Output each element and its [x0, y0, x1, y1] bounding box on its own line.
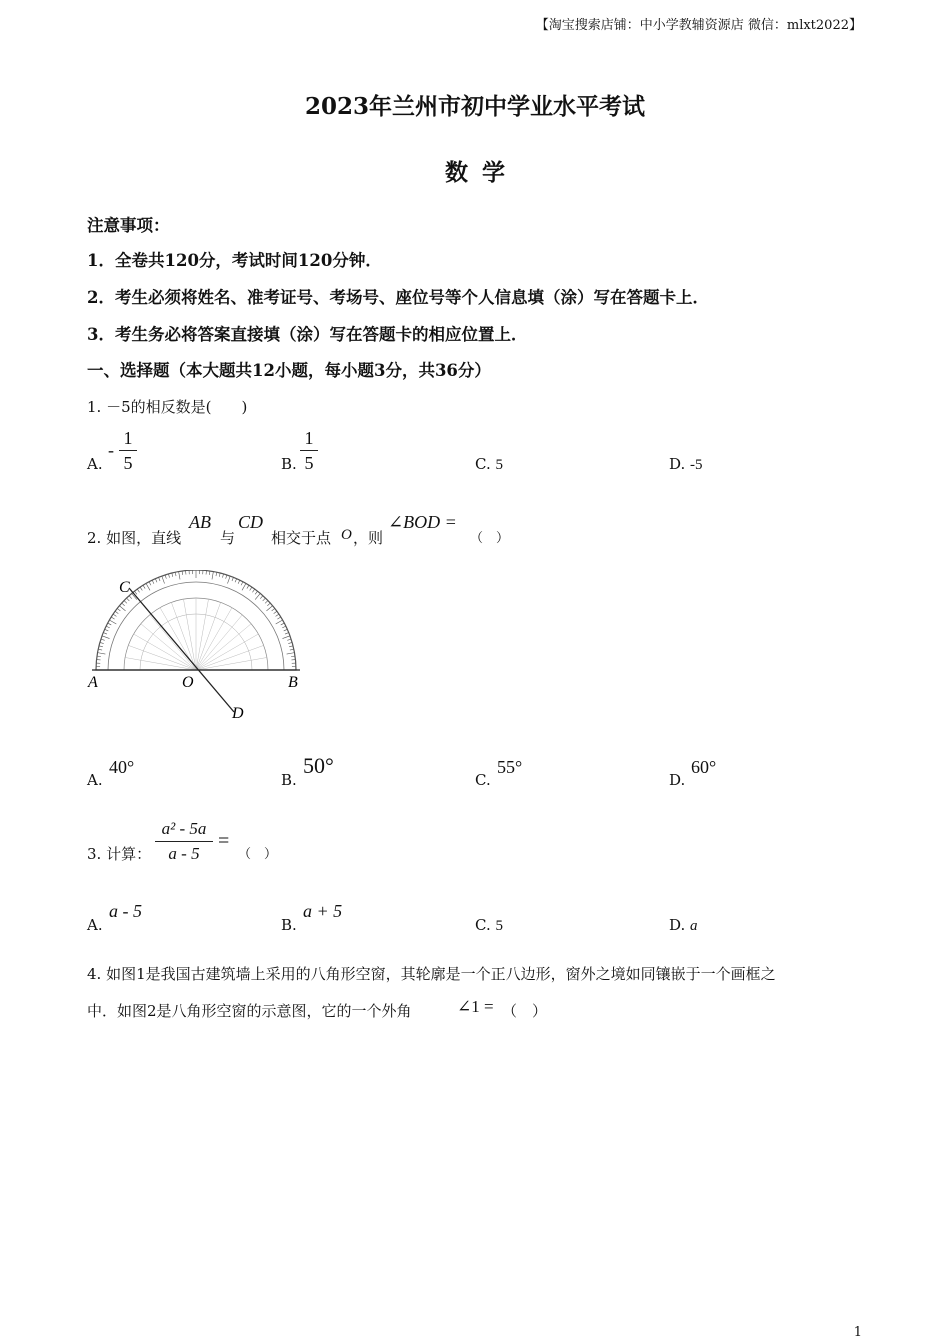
protractor-tick: [216, 572, 217, 576]
q2-ab: AB: [189, 512, 211, 532]
q2-option-c-value: 55°: [497, 757, 523, 777]
protractor-tick: [155, 579, 157, 583]
notice-item-3: 3．考生务必将答案直接填（涂）写在答题卡的相应位置上．: [87, 325, 528, 344]
protractor-tick: [247, 585, 249, 588]
page-title: 2023年兰州市初中学业水平考试: [304, 93, 645, 120]
protractor-tick: [108, 623, 112, 625]
q3-fraction: [155, 818, 213, 865]
protractor-tick: [252, 589, 254, 592]
label-c: C: [119, 579, 130, 596]
q1-option-a-fraction: [119, 427, 137, 474]
protractor-tick: [99, 646, 103, 647]
q1-option-a-den: 5: [123, 453, 133, 473]
q2-blank: （ ）: [470, 531, 510, 546]
label-o: O: [182, 674, 194, 691]
protractor-tick: [226, 575, 227, 579]
header-note: 【淘宝搜索店铺：中小学教辅资源店 微信：mlxt2022】: [535, 18, 862, 33]
protractor-tick: [162, 576, 165, 584]
protractor-tick: [290, 649, 294, 650]
q3-prefix: 3. 计算：: [87, 845, 152, 863]
protractor-tick: [287, 653, 295, 654]
q2-option-b-value: 50°: [303, 753, 334, 778]
q4-angle: ∠1 =: [457, 997, 494, 1016]
protractor-tick: [122, 603, 125, 606]
q3-numerator: a² - 5a: [161, 819, 207, 838]
q2-with: 与: [220, 529, 236, 547]
protractor-tick: [212, 572, 213, 580]
protractor-tick: [119, 606, 125, 611]
q3-option-d: [669, 916, 698, 935]
q2-angle: ∠BOD =: [388, 512, 457, 532]
q2-then: ，则: [353, 529, 384, 547]
protractor-tick: [102, 636, 110, 639]
protractor-tick: [100, 642, 104, 643]
protractor-tick: [241, 582, 243, 586]
protractor-tick: [209, 571, 210, 575]
protractor-tick: [165, 575, 166, 579]
q3-option-d-letter: D.: [669, 916, 686, 934]
protractor-tick: [101, 639, 105, 640]
protractor-tick: [111, 617, 114, 619]
protractor-tick: [113, 614, 116, 616]
protractor-tick: [287, 639, 291, 640]
q1-option-a-sign: -: [108, 440, 114, 460]
protractor-tick: [143, 585, 145, 588]
q3-option-b-letter: B.: [281, 916, 297, 934]
protractor-tick: [222, 574, 223, 578]
protractor-tick: [285, 633, 289, 634]
q2-option-b-letter: B.: [281, 771, 297, 789]
q1-option-b-letter: B.: [281, 455, 297, 473]
protractor-tick: [282, 636, 290, 639]
protractor-tick: [159, 577, 160, 581]
protractor-tick: [127, 598, 130, 601]
protractor-tick: [250, 587, 252, 590]
notice-item-2: 2．考生必须将姓名、准考证号、考场号、座位号等个人信息填（涂）写在答题卡上．: [87, 288, 709, 307]
q1-option-d: [669, 455, 703, 474]
label-d: D: [232, 705, 244, 722]
q3-option-c: [475, 916, 503, 935]
protractor-tick: [152, 580, 154, 584]
q3-option-c-value: 5: [495, 918, 503, 934]
protractor-tick: [267, 603, 270, 606]
protractor-tick: [172, 573, 173, 577]
protractor-tick: [124, 601, 127, 604]
protractor-tick: [98, 649, 102, 650]
q3-option-a-letter: A.: [87, 916, 103, 934]
q3-equals: =: [218, 830, 230, 852]
protractor-tick: [238, 580, 240, 584]
protractor-tick: [291, 656, 295, 657]
q1-option-b-fraction: [300, 427, 318, 474]
q1-option-a-num: 1: [123, 428, 133, 448]
label-a: A: [88, 674, 98, 691]
fraction-bar: [155, 841, 213, 842]
subject-title: 数学: [445, 159, 519, 186]
protractor-tick: [182, 571, 183, 575]
protractor-tick: [288, 642, 292, 643]
protractor-tick: [179, 572, 180, 580]
protractor-figure: [84, 570, 314, 730]
protractor-tick: [272, 608, 275, 610]
q1-option-c-value: 5: [495, 457, 503, 473]
protractor-tick: [98, 653, 106, 654]
fraction-bar: [119, 450, 137, 451]
protractor-tick: [103, 633, 107, 634]
protractor-tick: [265, 601, 268, 604]
protractor-tick: [282, 626, 286, 628]
q3-option-b-value: a + 5: [303, 901, 343, 921]
protractor-tick: [227, 576, 230, 584]
protractor-tick: [109, 620, 116, 624]
q1-option-d-value: -5: [690, 457, 703, 473]
protractor-tick: [140, 587, 142, 590]
line-cd: [129, 588, 234, 712]
q3-option-c-letter: C.: [475, 916, 491, 934]
protractor-tick: [274, 611, 277, 613]
protractor-tick: [105, 629, 109, 631]
protractor-tick: [106, 626, 110, 628]
label-b: B: [288, 674, 298, 691]
q1-option-b-den: 5: [304, 453, 314, 473]
q3-denominator: a - 5: [168, 844, 200, 863]
protractor-tick: [235, 579, 237, 583]
protractor-tick: [266, 606, 272, 611]
q2-o: O: [341, 527, 352, 543]
q2-meet: 相交于点: [271, 529, 332, 547]
q2-option-d-value: 60°: [691, 757, 717, 777]
protractor-tick: [263, 598, 266, 601]
protractor-tick: [289, 646, 293, 647]
protractor-tick: [219, 573, 220, 577]
page-number: 1: [853, 1325, 862, 1340]
protractor-tick: [276, 620, 283, 624]
q2-cd: CD: [238, 512, 264, 532]
protractor-tick: [277, 617, 280, 619]
q3-option-d-value: a: [690, 918, 698, 934]
q2-option-a-value: 40°: [109, 757, 135, 777]
protractor-tick: [260, 596, 263, 599]
fraction-bar: [300, 450, 318, 451]
section-heading: 一、选择题（本大题共12小题，每小题3分，共36分）: [87, 361, 491, 380]
q1-option-d-letter: D.: [669, 455, 686, 473]
q2-prefix: 2. 如图，直线: [87, 529, 182, 547]
protractor-tick: [284, 629, 288, 631]
q2-option-c-letter: C.: [475, 771, 491, 789]
q4-line-2: 中．如图2是八角形空窗的示意图，它的一个外角: [87, 1002, 412, 1020]
protractor-tick: [146, 583, 150, 590]
protractor-tick: [129, 596, 132, 599]
q1-stem: 1. －5的相反数是( ): [87, 398, 248, 416]
q1-option-c-letter: C.: [475, 455, 491, 473]
protractor-tick: [117, 608, 120, 610]
protractor-tick: [168, 574, 169, 578]
q1-option-c: [475, 455, 503, 474]
q1-option-b-num: 1: [304, 428, 314, 448]
protractor-tick: [137, 589, 139, 592]
q4-line-1: 4. 如图1是我国古建筑墙上采用的八角形空窗，其轮廓是一个正八边形，窗外之境如同镶嵌于一个画框之: [87, 965, 776, 983]
protractor-tick: [255, 591, 257, 594]
protractor-tick: [242, 583, 246, 590]
protractor-tick: [232, 577, 233, 581]
protractor-tick: [281, 623, 285, 625]
protractor-tick: [149, 582, 151, 586]
protractor-tick: [97, 656, 101, 657]
q3-blank: （ ）: [238, 847, 278, 862]
q2-option-d-letter: D.: [669, 771, 686, 789]
protractor-tick: [115, 611, 118, 613]
notice-heading: 注意事项：: [87, 216, 170, 235]
protractor-tick: [255, 593, 260, 599]
q1-option-a-letter: A.: [87, 455, 103, 473]
notice-item-1: 1．全卷共120分，考试时间120分钟．: [87, 251, 382, 270]
q2-option-a-letter: A.: [87, 771, 103, 789]
protractor-tick: [175, 572, 176, 576]
q4-blank: （ ）: [502, 1002, 548, 1020]
protractor-tick: [276, 614, 279, 616]
q3-option-a-value: a - 5: [109, 901, 142, 921]
